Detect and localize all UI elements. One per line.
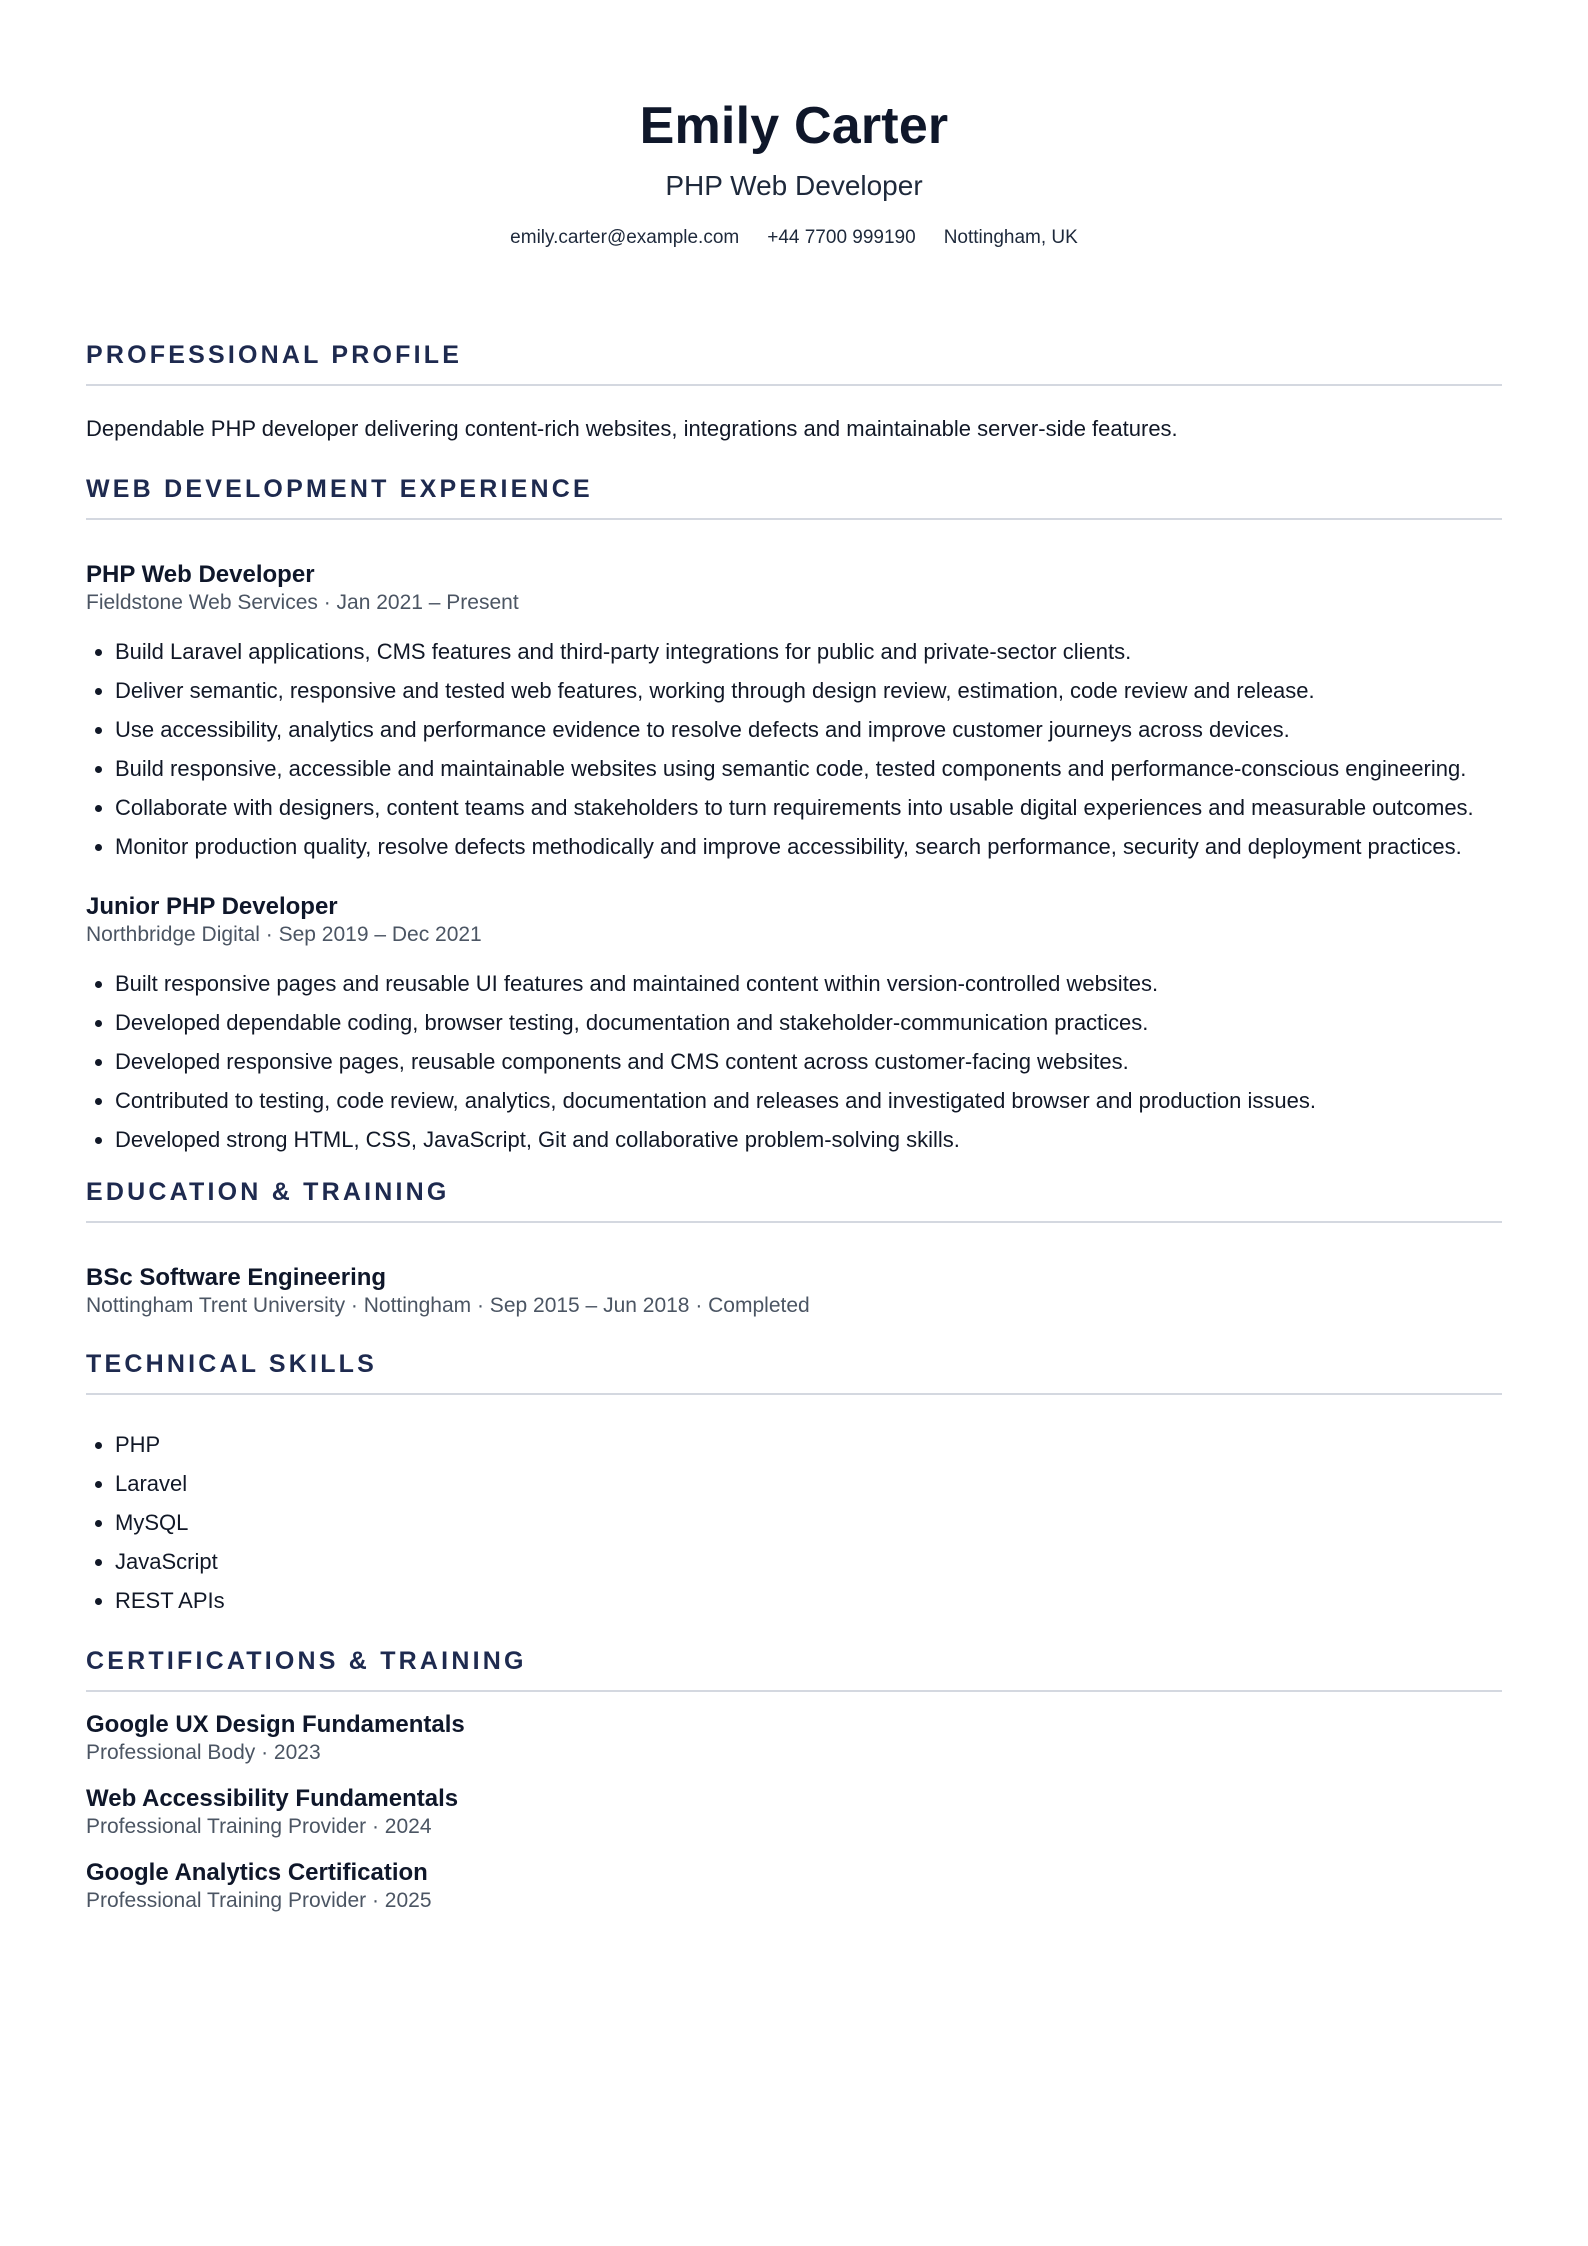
job-bullet: • Contributed to testing, code review, analytics, documentation and releases and investigated browser and production issues. <box>115 1085 1502 1116</box>
job-entry <box>86 892 1502 1155</box>
degree-title: BSc Software Engineering <box>86 1264 387 1291</box>
certification-entry <box>86 1710 1502 1766</box>
profile-text: Dependable PHP developer delivering content-rich websites, integrations and maintainable server-side features. <box>86 416 1178 441</box>
profile-section <box>86 340 1502 444</box>
certification-meta: Professional Body · 2023 <box>86 1741 321 1764</box>
certification-meta: Professional Training Provider · 2024 <box>86 1815 432 1838</box>
skill-item: • MySQL <box>115 1507 1502 1538</box>
contact-email[interactable]: emily.carter@example.com <box>510 227 740 248</box>
job-bullets <box>86 968 1502 1155</box>
skill-item: • JavaScript <box>115 1546 1502 1577</box>
job-meta: Northbridge Digital · Sep 2019 – Dec 2021 <box>86 923 482 946</box>
candidate-name: Emily Carter <box>639 97 949 155</box>
degree-meta: Nottingham Trent University · Nottingham · Sep 2015 – Jun 2018 · Completed <box>86 1294 810 1317</box>
section-heading-profile: PROFESSIONAL PROFILE <box>86 340 1502 386</box>
skill-item: • PHP <box>115 1429 1502 1460</box>
education-entry <box>86 1263 1502 1319</box>
job-bullets <box>86 636 1502 862</box>
job-bullet: • Monitor production quality, resolve defects methodically and improve accessibility, search performance, security and deployment practices. <box>115 831 1502 862</box>
job-bullet: • Build Laravel applications, CMS features and third-party integrations for public and private-sector clients. <box>115 636 1502 667</box>
experience-section <box>86 474 1502 1155</box>
job-bullet: • Developed strong HTML, CSS, JavaScript, Git and collaborative problem-solving skills. <box>115 1124 1502 1155</box>
job-bullet: • Collaborate with designers, content teams and stakeholders to turn requirements into usable digital experiences and measurable outcomes. <box>115 792 1502 823</box>
job-bullet: • Deliver semantic, responsive and tested web features, working through design review, estimation, code review and release. <box>115 675 1502 706</box>
section-heading-experience: WEB DEVELOPMENT EXPERIENCE <box>86 474 1502 520</box>
certification-entry <box>86 1858 1502 1914</box>
certification-entry <box>86 1784 1502 1840</box>
skills-list <box>86 1429 1502 1616</box>
job-entry <box>86 560 1502 862</box>
job-bullet: • Developed responsive pages, reusable components and CMS content across customer-facing websites. <box>115 1046 1502 1077</box>
skills-section <box>86 1349 1502 1616</box>
certifications-section <box>86 1646 1502 1914</box>
job-bullet: • Developed dependable coding, browser testing, documentation and stakeholder-communication practices. <box>115 1007 1502 1038</box>
section-heading-skills: TECHNICAL SKILLS <box>86 1349 1502 1395</box>
skill-item: • REST APIs <box>115 1585 1502 1616</box>
skill-item: • Laravel <box>115 1468 1502 1499</box>
job-meta: Fieldstone Web Services · Jan 2021 – Present <box>86 591 519 614</box>
certification-meta: Professional Training Provider · 2025 <box>86 1889 432 1912</box>
job-bullet: • Built responsive pages and reusable UI features and maintained content within version-controlled websites. <box>115 968 1502 999</box>
contact-line <box>86 226 1502 250</box>
education-section <box>86 1177 1502 1319</box>
job-title: PHP Web Developer <box>86 561 315 588</box>
job-bullet: • Use accessibility, analytics and performance evidence to resolve defects and improve customer journeys across devices. <box>115 714 1502 745</box>
certification-title: Google UX Design Fundamentals <box>86 1711 465 1738</box>
resume-header <box>86 0 1502 250</box>
contact-location: Nottingham, UK <box>943 227 1078 248</box>
job-title: Junior PHP Developer <box>86 893 338 920</box>
candidate-title: PHP Web Developer <box>665 170 923 201</box>
job-bullet: • Build responsive, accessible and maintainable websites using semantic code, tested components and performance-conscious engineering. <box>115 753 1502 784</box>
contact-phone[interactable]: +44 7700 999190 <box>767 227 916 248</box>
certification-title: Google Analytics Certification <box>86 1859 428 1886</box>
section-heading-certifications: CERTIFICATIONS & TRAINING <box>86 1646 1502 1692</box>
certification-title: Web Accessibility Fundamentals <box>86 1785 459 1812</box>
section-heading-education: EDUCATION & TRAINING <box>86 1177 1502 1223</box>
